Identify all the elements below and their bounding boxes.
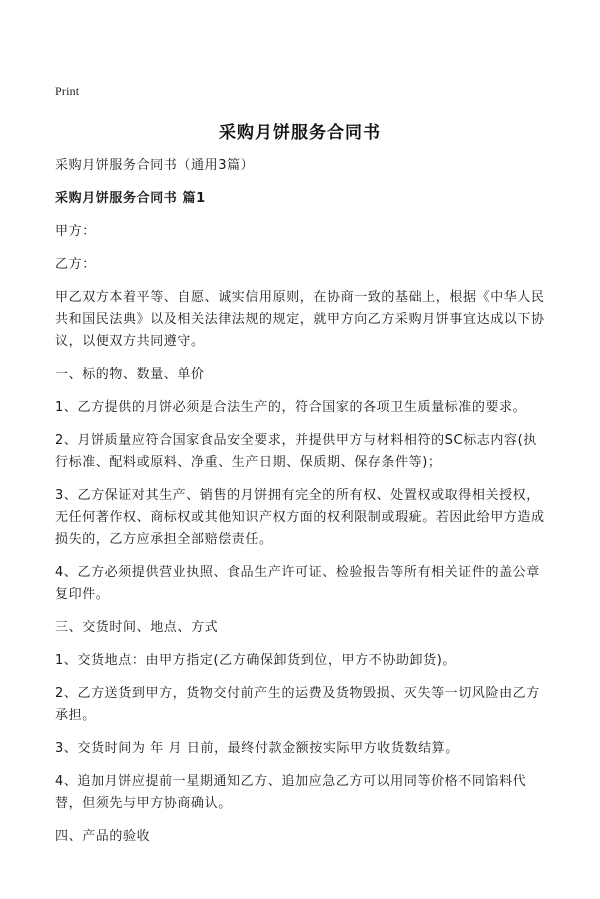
party-b-label: 乙方： [55, 257, 96, 272]
party-a-label: 甲方： [55, 224, 96, 239]
page-title: 采购月饼服务合同书 [219, 123, 381, 143]
clause-heading-3: 三、交货时间、地点、方式 [55, 620, 219, 635]
clause-heading-1: 一、标的物、数量、单价 [55, 367, 205, 382]
clause-item: 3、乙方保证对其生产、销售的月饼拥有完全的所有权、处置权或取得相关授权，无任何著作权、商标权或其他知识产权方面的权利限制或瑕疵。若因此给甲方造成损失的，乙方应承担全部赔偿责任。 [55, 488, 545, 547]
subtitle: 采购月饼服务合同书（通用3篇） [55, 158, 255, 173]
intro-paragraph: 甲乙双方本着平等、自愿、诚实信用原则，在协商一致的基础上，根据《中华人民共和国民法典》以及相关法律法规的规定，就甲方向乙方采购月饼事宜达成以下协议，以便双方共同遵守。 [55, 290, 545, 349]
clause-item: 2、乙方送货到甲方，货物交付前产生的运费及货物毁损、灭失等一切风险由乙方承担。 [55, 686, 540, 723]
clause-heading-4: 四、产品的验收 [55, 829, 151, 844]
section-heading: 采购月饼服务合同书 篇1 [55, 191, 206, 206]
clause-item: 3、交货时间为 年 月 日前，最终付款金额按实际甲方收货数结算。 [55, 741, 459, 756]
clause-item: 4、乙方必须提供营业执照、食品生产许可证、检验报告等所有相关证件的盖公章复印件。 [55, 565, 540, 602]
document-body [55, 155, 550, 859]
clause-item: 1、乙方提供的月饼必须是合法生产的，符合国家的各项卫生质量标准的要求。 [55, 400, 527, 415]
clause-item: 2、月饼质量应符合国家食品安全要求，并提供甲方与材料相符的SC标志内容(执行标准、配料或原料、净重、生产日期、保质期、保存条件等)； [55, 433, 537, 470]
clause-item: 1、交货地点：由甲方指定(乙方确保卸货到位，甲方不协助卸货)。 [55, 653, 457, 668]
print-label: Print [55, 84, 80, 98]
clause-item: 4、追加月饼应提前一星期通知乙方、追加应急乙方可以用同等价格不同馅料代替，但须先与甲方协商确认。 [55, 774, 527, 811]
